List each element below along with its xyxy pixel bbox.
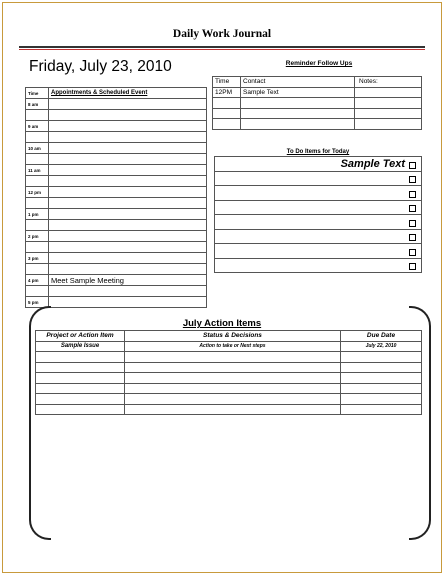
todo-item[interactable] [215,186,422,201]
action-row[interactable] [36,373,422,384]
appointment-row[interactable] [26,275,207,286]
appointment-time: 2 pm [26,231,49,242]
appointment-row[interactable] [26,187,207,198]
reminder-notes[interactable] [355,87,422,98]
todo-item[interactable] [215,215,422,230]
appointment-row[interactable] [26,264,207,275]
reminder-time[interactable] [213,108,241,119]
appointment-time [26,176,49,187]
appointment-row[interactable] [26,143,207,154]
reminder-contact[interactable] [241,119,355,130]
todo-item[interactable] [215,200,422,215]
action-project[interactable] [36,394,125,405]
appointment-row[interactable] [26,286,207,297]
appointment-time [26,132,49,143]
action-status[interactable] [125,352,341,363]
appointment-event[interactable] [49,176,207,187]
action-project[interactable] [36,383,125,394]
appointment-event[interactable] [49,297,207,308]
appointment-event[interactable] [49,110,207,121]
appointment-event[interactable] [49,143,207,154]
appointment-time [26,242,49,253]
reminder-row[interactable] [213,119,422,130]
action-due-date[interactable] [341,362,422,373]
appointment-row[interactable] [26,132,207,143]
checkbox[interactable] [409,220,416,227]
reminder-notes[interactable] [355,119,422,130]
appointment-time [26,286,49,297]
appointment-row[interactable] [26,99,207,110]
title-rule-dark [19,46,425,48]
action-project[interactable] [36,404,125,415]
appointment-row[interactable] [26,253,207,264]
action-status[interactable] [125,362,341,373]
todo-table [214,156,422,273]
reminder-row[interactable] [213,98,422,109]
appointment-time [26,220,49,231]
appointment-row[interactable] [26,121,207,132]
reminder-notes[interactable] [355,98,422,109]
appointments-table [25,87,207,308]
todo-item[interactable] [215,229,422,244]
appointment-event[interactable]: Meet Sample Meeting [49,275,207,286]
appointment-event[interactable] [49,121,207,132]
todo-item-text: Sample Text [340,157,405,170]
reminder-row[interactable] [213,108,422,119]
reminder-contact[interactable] [241,98,355,109]
action-row[interactable] [36,404,422,415]
action-due-date[interactable] [341,404,422,415]
appointment-time [26,110,49,121]
action-row[interactable] [36,341,422,352]
due-date-column-header: Due Date [341,331,422,342]
reminder-header-row [213,77,422,88]
appointment-row[interactable] [26,242,207,253]
status-column-header: Status & Decisions [125,331,341,342]
reminder-contact[interactable]: Sample Text [241,87,355,98]
todo-item[interactable] [215,244,422,259]
appointment-event[interactable] [49,242,207,253]
action-due-date[interactable] [341,394,422,405]
appointment-time: 10 am [26,143,49,154]
appointment-row[interactable] [26,165,207,176]
date-heading: Friday, July 23, 2010 [29,58,172,75]
reminder-table [212,76,422,130]
appointment-event[interactable] [49,286,207,297]
action-status[interactable] [125,373,341,384]
time-column-header: Time [26,88,49,99]
appointment-event[interactable] [49,264,207,275]
appointment-time: 9 am [26,121,49,132]
checkbox[interactable] [409,205,416,212]
appointment-event[interactable] [49,253,207,264]
checkbox[interactable] [409,176,416,183]
appointment-time: 8 am [26,99,49,110]
action-header-row [36,331,422,342]
checkbox[interactable] [409,162,416,169]
action-due-date[interactable] [341,373,422,384]
appointment-time [26,264,49,275]
reminder-contact-header: Contact [241,77,355,88]
checkbox[interactable] [409,234,416,241]
appointment-row[interactable] [26,176,207,187]
reminder-title: Reminder Follow Ups [285,60,353,67]
action-items-title: July Action Items [182,318,262,329]
action-status[interactable] [125,383,341,394]
action-project[interactable] [36,352,125,363]
reminder-row[interactable] [213,87,422,98]
appointment-event[interactable] [49,165,207,176]
action-row[interactable] [36,383,422,394]
appointment-time [26,198,49,209]
event-column-header: Appointments & Scheduled Event [49,88,207,99]
project-column-header: Project or Action Item [36,331,125,342]
action-due-date[interactable]: July 22, 2010 [341,341,422,352]
checkbox[interactable] [409,249,416,256]
action-items-table [35,330,422,415]
checkbox[interactable] [409,191,416,198]
appointment-time: 4 pm [26,275,49,286]
action-due-date[interactable] [341,352,422,363]
appointment-event[interactable] [49,198,207,209]
reminder-time[interactable] [213,119,241,130]
appointment-row[interactable] [26,154,207,165]
appointment-event[interactable] [49,132,207,143]
action-project[interactable] [36,362,125,373]
action-status[interactable]: Action to take or Next steps [125,341,341,352]
appointment-time: 5 pm [26,297,49,308]
action-row[interactable] [36,352,422,363]
reminder-notes[interactable] [355,108,422,119]
reminder-time[interactable] [213,98,241,109]
appointment-event[interactable] [49,231,207,242]
appointment-event[interactable] [49,220,207,231]
appointment-row[interactable] [26,209,207,220]
todo-title: To Do Items for Today [286,149,350,155]
appointment-event[interactable] [49,99,207,110]
appointment-time [26,154,49,165]
appointment-row[interactable] [26,231,207,242]
action-project[interactable] [36,373,125,384]
appointment-row[interactable] [26,198,207,209]
title-rule-red [19,49,425,50]
appointment-event[interactable] [49,187,207,198]
action-row[interactable] [36,362,422,373]
appointment-time: 12 pm [26,187,49,198]
checkbox[interactable] [409,263,416,270]
appointment-row[interactable] [26,220,207,231]
reminder-time-header: Time [213,77,241,88]
appointment-event[interactable] [49,154,207,165]
appointment-event[interactable] [49,209,207,220]
action-project[interactable]: Sample Issue [36,341,125,352]
reminder-notes-header: Notes: [355,77,422,88]
action-status[interactable] [125,394,341,405]
todo-item[interactable] [215,157,422,172]
appointment-row[interactable] [26,110,207,121]
appointment-time: 11 am [26,165,49,176]
todo-item[interactable] [215,171,422,186]
appointment-row[interactable] [26,297,207,308]
action-due-date[interactable] [341,383,422,394]
todo-item[interactable] [215,258,422,273]
appointment-time: 3 pm [26,253,49,264]
action-status[interactable] [125,404,341,415]
reminder-time[interactable]: 12PM [213,87,241,98]
action-row[interactable] [36,394,422,405]
journal-title: Daily Work Journal [172,28,272,40]
reminder-contact[interactable] [241,108,355,119]
appointments-header-row [26,88,207,99]
appointment-time: 1 pm [26,209,49,220]
journal-page [2,2,442,573]
